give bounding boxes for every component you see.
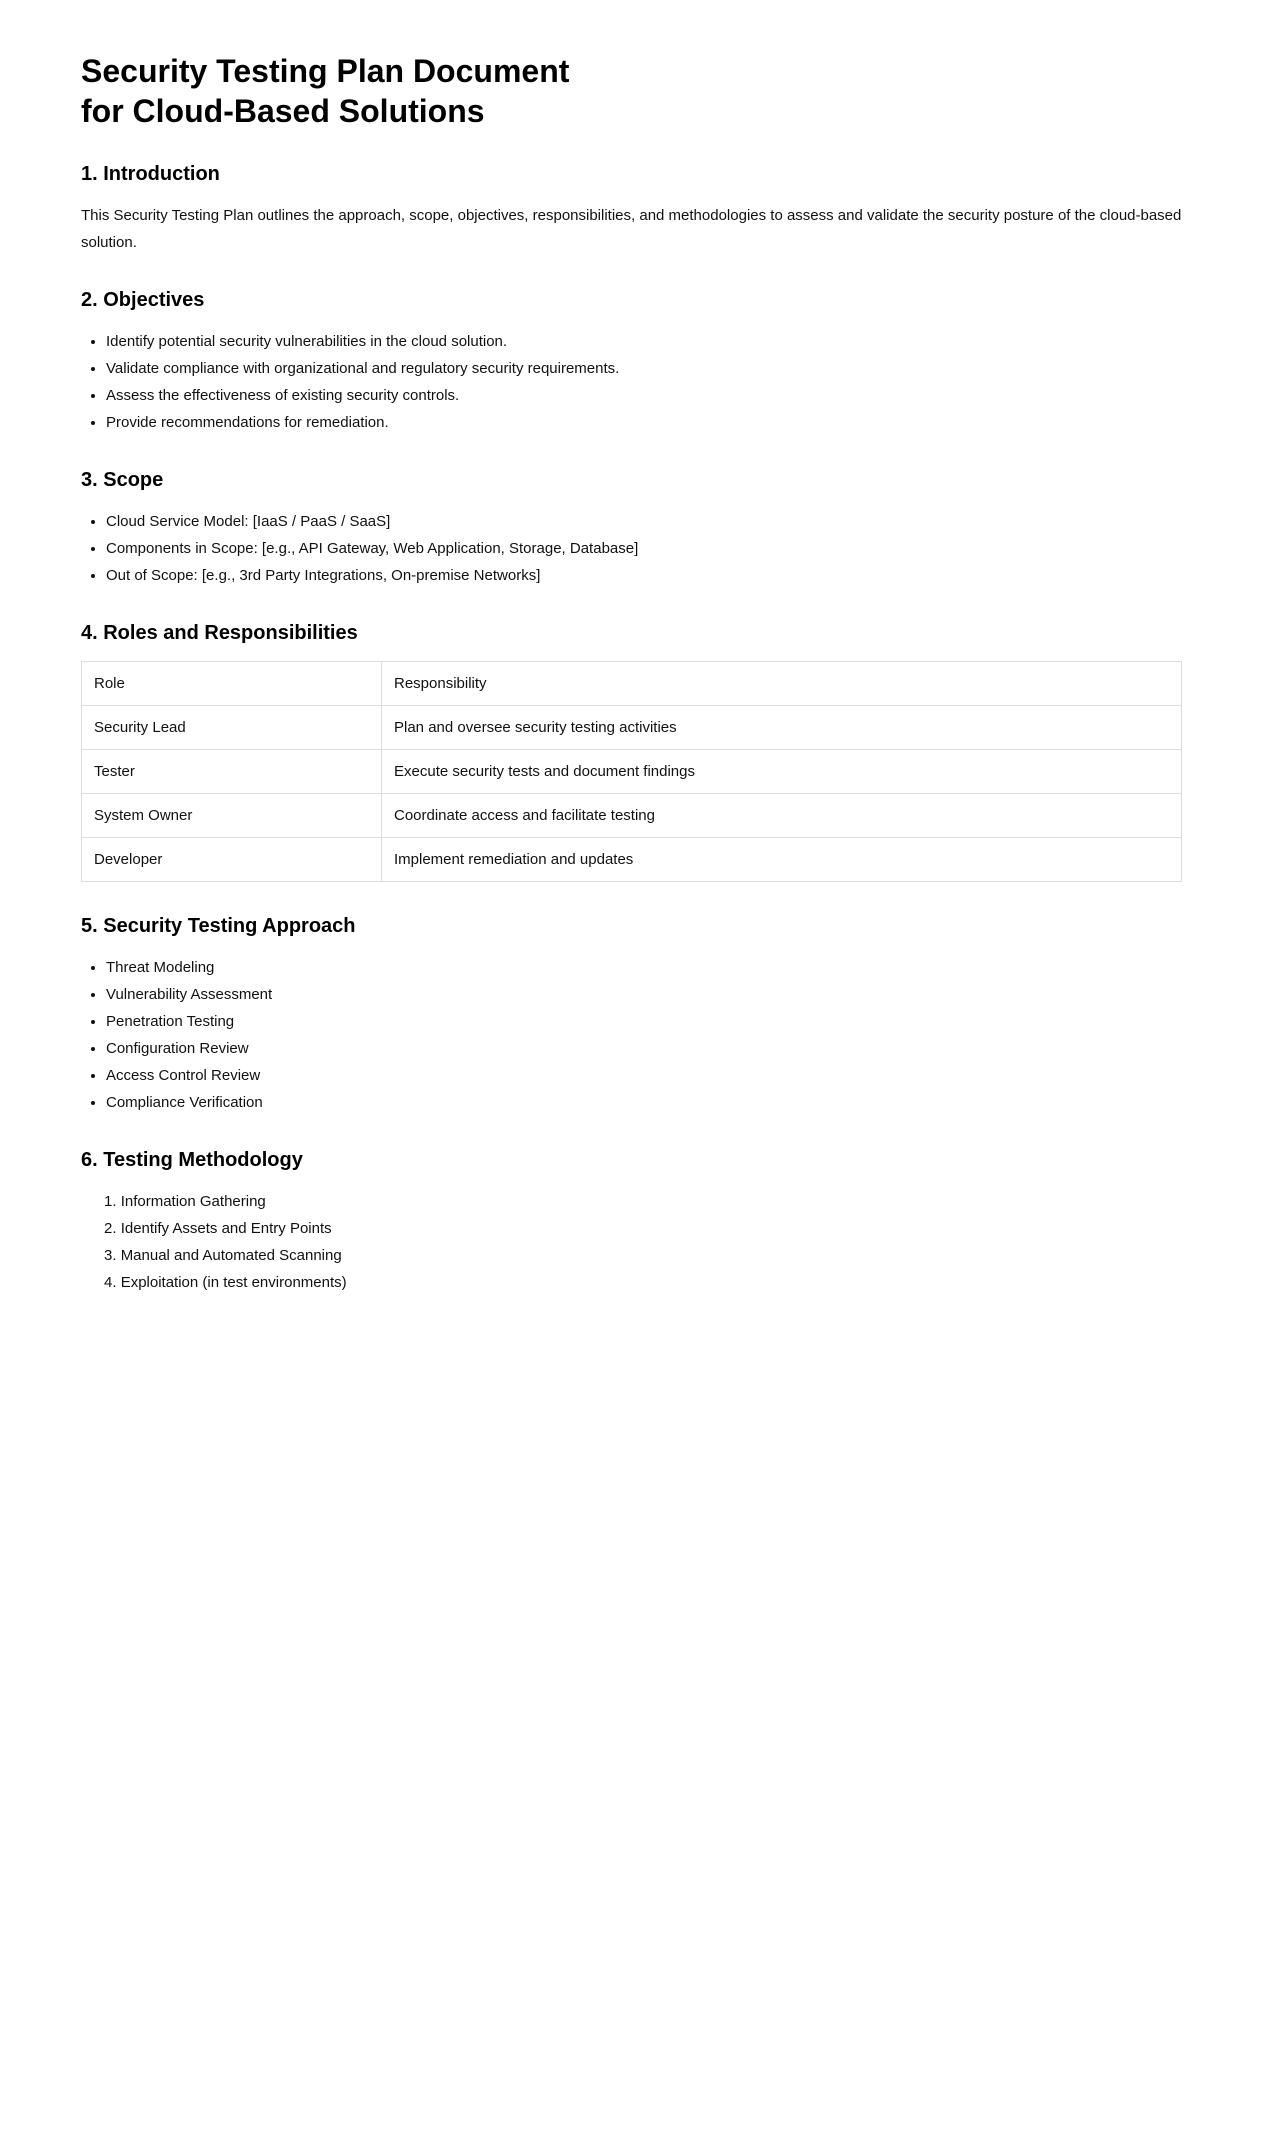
introduction-paragraph: This Security Testing Plan outlines the approach, scope, objectives, responsibilities, and methodologies to assess and validate the security posture of the cloud-based solution. bbox=[81, 207, 1182, 251]
list-item: • Components in Scope: [e.g., API Gateway, Web Application, Storage, Database] bbox=[106, 535, 1182, 562]
list-item: • Identify potential security vulnerabilities in the cloud solution. bbox=[106, 328, 1182, 355]
list-item: 2. Identify Assets and Entry Points bbox=[104, 1215, 1182, 1242]
list-item: 4. Exploitation (in test environments) bbox=[104, 1269, 1182, 1296]
list-item: • Provide recommendations for remediation. bbox=[106, 409, 1182, 436]
methodology-list bbox=[81, 1188, 1182, 1296]
list-item: • Penetration Testing bbox=[106, 1008, 1182, 1035]
section-heading-scope: 3. Scope bbox=[81, 469, 164, 491]
section-scope bbox=[81, 468, 1182, 589]
document-page bbox=[81, 0, 1182, 1296]
list-item: • Configuration Review bbox=[106, 1035, 1182, 1062]
table-row bbox=[82, 750, 1182, 794]
section-introduction bbox=[81, 162, 1182, 256]
document-title-line-1: Security Testing Plan Document bbox=[81, 53, 570, 89]
table-row bbox=[82, 838, 1182, 882]
roles-table bbox=[81, 661, 1182, 882]
table-cell-role: Security Lead bbox=[82, 706, 382, 750]
table-row bbox=[82, 706, 1182, 750]
table-cell-responsibility: Execute security tests and document findings bbox=[382, 750, 1182, 794]
list-item: • Compliance Verification bbox=[106, 1089, 1182, 1116]
table-header-cell-responsibility: Responsibility bbox=[382, 662, 1182, 706]
list-item: • Threat Modeling bbox=[106, 954, 1182, 981]
list-item: 3. Manual and Automated Scanning bbox=[104, 1242, 1182, 1269]
list-item: 1. Information Gathering bbox=[104, 1188, 1182, 1215]
list-item: • Out of Scope: [e.g., 3rd Party Integrations, On-premise Networks] bbox=[106, 562, 1182, 589]
section-objectives bbox=[81, 288, 1182, 436]
section-heading-methodology: 6. Testing Methodology bbox=[81, 1149, 303, 1171]
list-item: • Validate compliance with organizational and regulatory security requirements. bbox=[106, 355, 1182, 382]
table-header-row bbox=[82, 662, 1182, 706]
table-row bbox=[82, 794, 1182, 838]
table-cell-role: Developer bbox=[82, 838, 382, 882]
section-heading-roles: 4. Roles and Responsibilities bbox=[81, 622, 358, 644]
section-roles bbox=[81, 621, 1182, 882]
list-item: • Assess the effectiveness of existing security controls. bbox=[106, 382, 1182, 409]
table-cell-role: Tester bbox=[82, 750, 382, 794]
table-cell-responsibility: Implement remediation and updates bbox=[382, 838, 1182, 882]
scope-list bbox=[81, 508, 1182, 589]
section-heading-introduction: 1. Introduction bbox=[81, 163, 220, 185]
list-item: • Vulnerability Assessment bbox=[106, 981, 1182, 1008]
section-approach bbox=[81, 914, 1182, 1116]
table-cell-responsibility: Plan and oversee security testing activities bbox=[382, 706, 1182, 750]
list-item: • Access Control Review bbox=[106, 1062, 1182, 1089]
section-heading-approach: 5. Security Testing Approach bbox=[81, 915, 356, 937]
table-header-cell-role: Role bbox=[82, 662, 382, 706]
list-item: • Cloud Service Model: [IaaS / PaaS / SaaS] bbox=[106, 508, 1182, 535]
section-heading-objectives: 2. Objectives bbox=[81, 289, 205, 311]
document-title bbox=[81, 51, 1182, 131]
document-title-line-2: for Cloud-Based Solutions bbox=[81, 93, 485, 129]
table-cell-role: System Owner bbox=[82, 794, 382, 838]
section-methodology bbox=[81, 1148, 1182, 1296]
objectives-list bbox=[81, 328, 1182, 436]
table-cell-responsibility: Coordinate access and facilitate testing bbox=[382, 794, 1182, 838]
approach-list bbox=[81, 954, 1182, 1116]
